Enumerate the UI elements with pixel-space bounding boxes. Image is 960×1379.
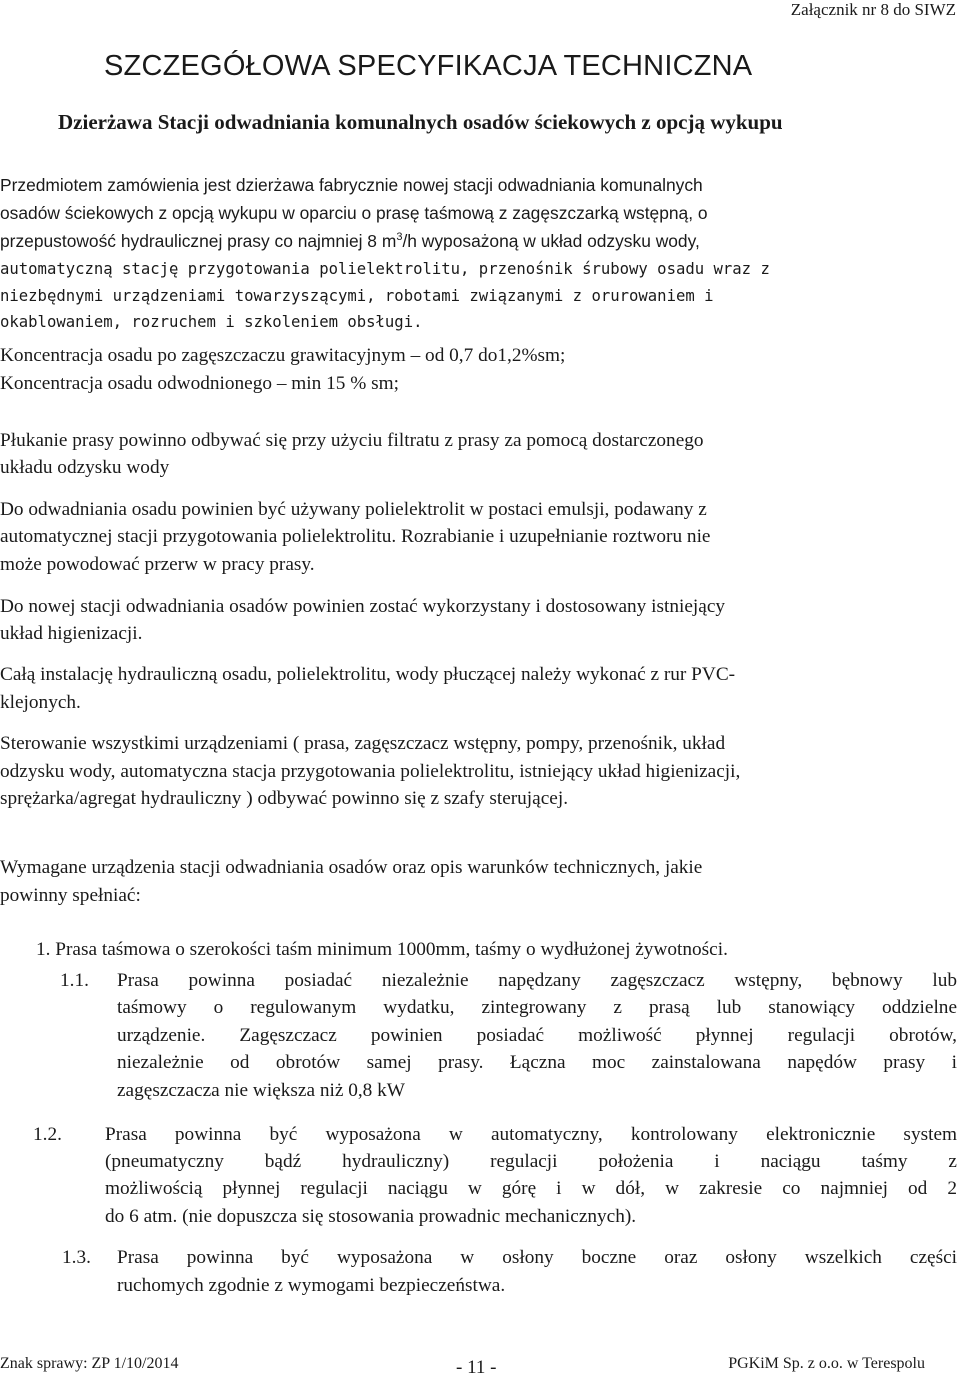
paragraph-line: układ higienizacji. — [0, 623, 143, 644]
superscript: 3 — [396, 231, 403, 244]
paragraph-line: powinny spełniać: — [0, 885, 141, 906]
paragraph-line: Płukanie prasy powinno odbywać się przy użyciu filtratu z prasy za pomocą dostarczonego — [0, 430, 704, 451]
paragraph-line: układu odzysku wody — [0, 457, 170, 478]
list-line: Prasa powinna być wyposażona w osłony boczne oraz osłony wszelkich części — [117, 1247, 957, 1268]
list-line: Prasa powinna posiadać niezależnie napędzany zagęszczacz wstępny, bębnowy lub — [117, 970, 957, 991]
paragraph-line: Do odwadniania osadu powinien być używany polielektrolit w postaci emulsji, podawany z — [0, 499, 707, 520]
list-number: 1.3. — [62, 1247, 91, 1268]
list-line: taśmowy o regulowanym wydatku, zintegrowany z prasą lub stanowiący oddzielne — [117, 997, 957, 1018]
document-subtitle: Dzierżawa Stacji odwadniania komunalnych osadów ściekowych z opcją wykupu — [58, 110, 783, 134]
paragraph-line: odzysku wody, automatyczna stacja przygotowania polielektrolitu, istniejący układ higienizacji, — [0, 761, 741, 782]
intro-line: automatyczną stację przygotowania polielektrolitu, przenośnik śrubowy osadu wraz z — [0, 260, 770, 278]
intro-line: niezbędnymi urządzeniami towarzyszącymi, robotami związanymi z orurowaniem i — [0, 287, 714, 305]
company-name: PGKiM Sp. z o.o. w Terespolu — [728, 1355, 925, 1372]
list-line: możliwością płynnej regulacji naciągu w górę i w dół, w zakresie co najmniej od 2 — [105, 1178, 957, 1199]
intro-line: osadów ściekowych z opcją wykupu w oparciu o prasę taśmową z zagęszczarką wstępną, o — [0, 203, 708, 223]
list-number: 1.1. — [60, 970, 89, 991]
list-line: do 6 atm. (nie dopuszcza się stosowania prowadnic mechanicznych). — [105, 1206, 637, 1227]
document-title: SZCZEGÓŁOWA SPECYFIKACJA TECHNICZNA — [104, 50, 753, 82]
concentration-line: Koncentracja osadu odwodnionego – min 15 % sm; — [0, 373, 399, 394]
paragraph-line: sprężarka/agregat hydrauliczny ) odbywać powinno się z szafy sterującej. — [0, 788, 569, 809]
intro-text: /h wyposażoną w układ odzysku wody, — [402, 231, 700, 251]
concentration-line: Koncentracja osadu po zagęszczaczu grawitacyjnym – od 0,7 do1,2%sm; — [0, 345, 566, 366]
paragraph-line: może powodować przerw w pracy prasy. — [0, 554, 315, 575]
list-line: ruchomych zgodnie z wymogami bezpieczeństwa. — [117, 1275, 506, 1296]
list-line: urządzenie. Zagęszczacz powinien posiadać możliwość płynnej regulacji obrotów, — [117, 1025, 957, 1046]
list-line: niezależnie od obrotów samej prasy. Łączna moc zainstalowana napędów prasy i — [117, 1052, 957, 1073]
paragraph-line: Całą instalację hydrauliczną osadu, polielektrolitu, wody płuczącej należy wykonać z rur PVC- — [0, 664, 736, 685]
paragraph-line: Do nowej stacji odwadniania osadów powinien zostać wykorzystany i dostosowany istniejący — [0, 596, 726, 617]
intro-line: okablowaniem, rozruchem i szkoleniem obsługi. — [0, 313, 423, 331]
case-number: Znak sprawy: ZP 1/10/2014 — [0, 1355, 179, 1372]
list-line: Prasa powinna być wyposażona w automatyczny, kontrolowany elektronicznie system — [105, 1124, 957, 1145]
paragraph-line: Wymagane urządzenia stacji odwadniania osadów oraz opis warunków technicznych, jakie — [0, 857, 703, 878]
intro-text: przepustowość hydraulicznej prasy co najmniej 8 m — [0, 231, 397, 251]
page-number: - 11 - — [456, 1357, 497, 1378]
list-number: 1.2. — [33, 1124, 62, 1145]
list-item-1: 1. Prasa taśmowa o szerokości taśm minimum 1000mm, taśmy o wydłużonej żywotności. — [36, 939, 728, 960]
paragraph-line: Sterowanie wszystkimi urządzeniami ( prasa, zagęszczacz wstępny, pompy, przenośnik, układ — [0, 733, 726, 754]
intro-line: Przedmiotem zamówienia jest dzierżawa fabrycznie nowej stacji odwadniania komunalnych — [0, 175, 703, 195]
list-line: zagęszczacza nie większa niż 0,8 kW — [117, 1080, 405, 1101]
paragraph-line: klejonych. — [0, 692, 81, 713]
paragraph-line: automatycznej stacji przygotowania polielektrolitu. Rozrabianie i uzupełnianie roztworu nie — [0, 526, 711, 547]
intro-line — [0, 231, 700, 252]
attachment-label: Załącznik nr 8 do SIWZ — [790, 0, 956, 19]
list-line: (pneumatyczny bądź hydrauliczny) regulacji położenia i naciągu taśmy z — [105, 1151, 957, 1172]
